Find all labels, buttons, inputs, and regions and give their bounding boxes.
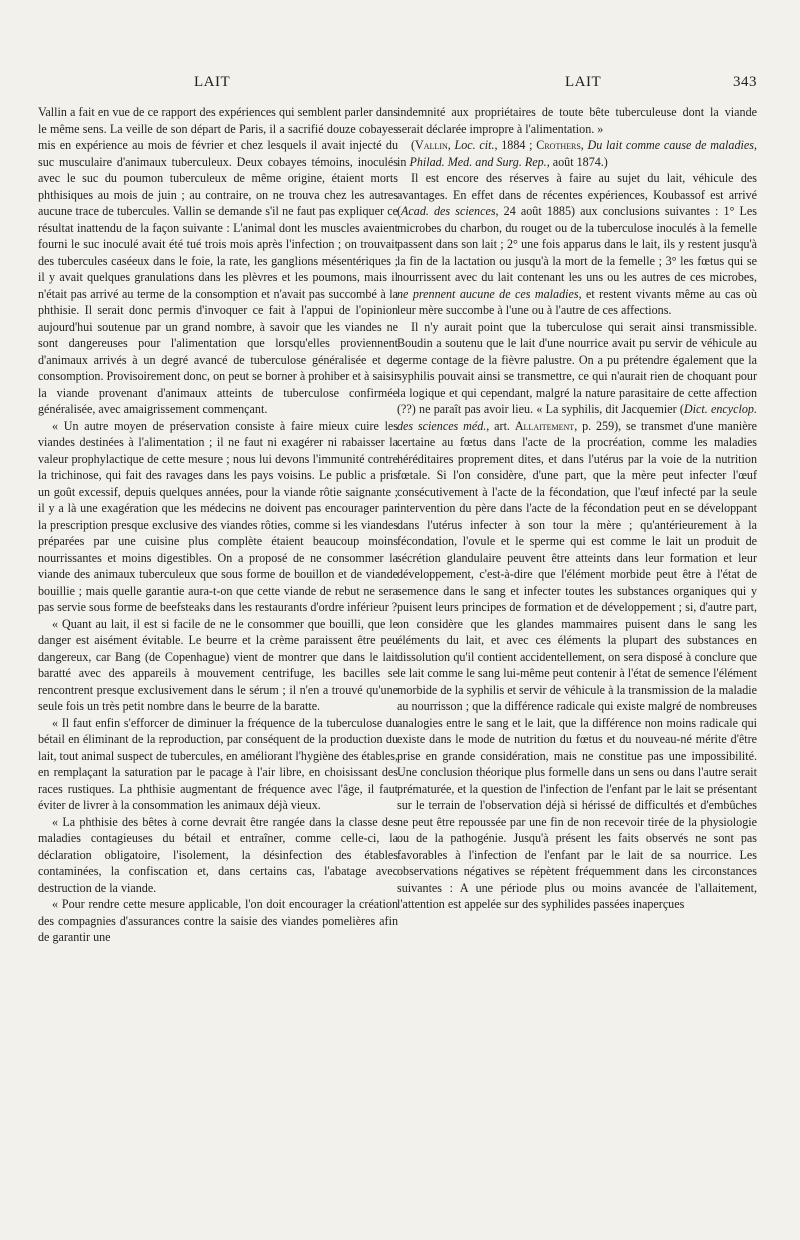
left-running-head: LAIT [194, 74, 231, 90]
right-running-head: LAIT [565, 74, 602, 90]
paragraph: « Un autre moyen de préservation consiste à faire mieux cuire les viandes destinées à l'alimentation ; il ne faut ni exagérer ni rabaisser la valeur prophylactique de cette mesure ; nous lui devons l'immunité contre la trichinose, qui fait des ravages dans les pays voisins. Le public a pris un goût excessif, depuis quelques années, pour la viande rôtie saignante ; il y a là une exagération que les médecins ne doivent pas encourager par la prescription presque exclusive des viandes rôties, comme si les viandes préparées par une cuisine plus complète étaient beaucoup moins nourrissantes et moins digestibles. On a proposé de ne consommer la viande des animaux tuberculeux que sous forme de bouillon et de viande bouillie ; mais quelle garantie aura-t-on que cette viande de rebut ne sera pas servie sous forme de beefsteaks dans les restaurants d'ordre inférieur ? [38, 418, 398, 614]
paragraph: « Quant au lait, il est si facile de ne le consommer que bouilli, que le danger est aisément évitable. Le beurre et la crème paraissent être peu dangereux, car Bang (de Copenhague) vient de montrer que dans le lait baratté avec des appareils à mouvement centrifuge, les bacilles se rencontrent presque exclusivement dans le sérum ; il n'en a trouvé qu'une seule fois un très petit nombre dans le beurre de la baratte. [38, 616, 398, 713]
paragraph: « Il faut enfin s'efforcer de diminuer la fréquence de la tuberculose du bétail en éliminant de la reproduction, par conséquent de la production du lait, tout animal suspect de tubercules, en améliorant l'hygiène des étables, en remplaçant la saturation par le pacage à l'air libre, en choisissant des races rustiques. La phthisie augmentant de fréquence avec l'âge, il faut éviter de livrer à la consommation les animaux déjà vieux. [38, 715, 398, 812]
paragraph: Il est encore des réserves à faire au sujet du lait, véhicule des avantages. En effet dans de récentes expériences, Koubassof est arrivé (Acad. des sciences, 24 août 1885) aux conclusions suivantes : 1° Les microbes du charbon, du rouget ou de la tuberculose inoculés à la femelle passent dans son lait ; 2° une fois apparus dans le lait, ils y restent jusqu'à la fin de la lactation ou jusqu'à la mort de la femelle ; 3° les fœtus qui se nourrissent avec du lait contenant les uns ou les autres de ces microbes, ne prennent aucune de ces maladies, et restent vivants même au cas où leur mère succombe à l'une ou à l'autre de ces affections. [397, 171, 757, 317]
page-number: 343 [733, 74, 757, 90]
paragraph: Il n'y aurait point que la tuberculose qui serait ainsi transmissible. Boudin a soutenu que le lait d'une nourrice avait pu servir de véhicule au germe contage de la fièvre palustre. On a pu prétendre également que la syphilis pouvait ainsi se transmettre, ce qui n'aurait rien de choquant pour la logique et qui cependant, malgré la nature parasitaire de cette affection (??) ne paraît pas avoir lieu. « La syphilis, dit Jacquemier (Dict. encyclop. des sciences méd., art. Allaitement, p. 259), se transmet d'une manière certaine au fœtus dans l'acte de la procréation, comme les maladies héréditaires proprement dites, et dans l'utérus par la voie de la nutrition fœtale. Si l'on considère, d'une part, que la mère peut infecter l'œuf consécutivement à l'acte de la fécondation, que l'œuf infecté par la seule intervention du père dans l'acte de la fécondation peut en se développant dans l'utérus infecter à son tour la mère ; qu'antérieurement à la fécondation, l'ovule et le sperme qui est comme le lait un produit de sécrétion glandulaire peuvent être atteints dans leur formation et leur développement, c'est-à-dire que l'élément morbide peut être à l'état de semence dans le sang et infecter toutes les substances organiques qui y puisent leurs principes de formation et de développement ; si, d'autre part, on considère que les glandes mammaires puisent dans le sang les éléments du lait, et avec ces éléments la plupart des substances en dissolution qu'il contient accidentellement, on sera disposé à conclure que le lait comme le sang lui-même peut contenir à l'état de semence l'élément morbide de la syphilis et servir de véhicule à la transmission de la maladie au nourrisson ; que la différence radicale qui existe malgré de nombreuses analogies entre le sang et le lait, que la différence non moins radicale qui existe dans le mode de nutrition du fœtus et du nouveau-né mérite d'être prise en grande considération, mais ne constitue pas une impossibilité. Une conclusion théorique plus formelle dans un sens ou dans l'autre serait prématurée, et la question de l'infection de l'enfant par le lait se présentant sur le terrain de l'observation déjà si hérissé de difficultés et d'embûches ne peut être repoussée par une fin de non recevoir tirée de la physiologie ou de la pathogénie. Jusqu'à présent les faits observés ne sont pas favorables à l'infection de l'enfant par le lait de sa nourrice. Les observations négatives se répètent fréquemment dans les circonstances suivantes : A une période plus ou moins avancée de l'allaitement, l'attention est appelée sur des syphilides passées inaperçues [397, 319, 757, 911]
right-column [397, 104, 757, 913]
paragraph: indemnité aux propriétaires de toute bête tuberculeuse dont la viande serait déclarée impropre à l'alimentation. » [397, 105, 757, 136]
paragraph: « Pour rendre cette mesure applicable, l'on doit encourager la création des compagnies d'assurances contre la saisie des viandes pomelières afin de garantir une [38, 897, 398, 944]
paragraph: Vallin a fait en vue de ce rapport des expériences qui semblent parler dans le même sens. La veille de son départ de Paris, il a sacrifié douze cobayes mis en expérience au mois de février et chez lesquels il avait injecté du suc musculaire d'animaux tuberculeux. Deux cobayes témoins, inoculés avec le suc du poumon tuberculeux de même origine, étaient morts phthisiques au mois de juin ; au contraire, on ne trouva chez les autres aucune trace de tubercules. Vallin se demande s'il ne faut pas expliquer ce résultat inattendu de la façon suivante : L'animal dont les muscles avaient fourni le suc inoculé avait été tué trois mois après l'infection ; on trouvait des tubercules caséeux dans le foie, la rate, les ganglions mésentériques ; il y avait quelques granulations dans les plèvres et les poumons, mais il n'était pas arrivé au terme de la consomption et n'avait pas succombé à la phthisie. Il serait donc permis d'invoquer ce fait à l'appui de l'opinion aujourd'hui soutenue par un grand nombre, à savoir que les viandes ne sont dangereuses pour l'alimentation que lorsqu'elles proviennent d'animaux arrivés à un degré avancé de tuberculose généralisée et de consomption. Provisoirement donc, on peut se borner à prohiber et à saisir la viande provenant d'animaux atteints de tuberculose confirmée généralisée, avec amaigrissement commençant. [38, 105, 398, 416]
reference-citation: (Vallin, Loc. cit., 1884 ; Crothers, Du lait comme cause de maladies, in Philad. Med. and Surg. Rep., août 1874.) [397, 138, 757, 169]
left-column [38, 104, 398, 946]
paragraph: « La phthisie des bêtes à corne devrait être rangée dans la classe des maladies contagieuses du bétail et entraîner, comme celle-ci, la déclaration obligatoire, l'isolement, la désinfection des étables contaminées, la confiscation et, dans certains cas, l'abatage avec destruction de la viande. [38, 814, 398, 895]
